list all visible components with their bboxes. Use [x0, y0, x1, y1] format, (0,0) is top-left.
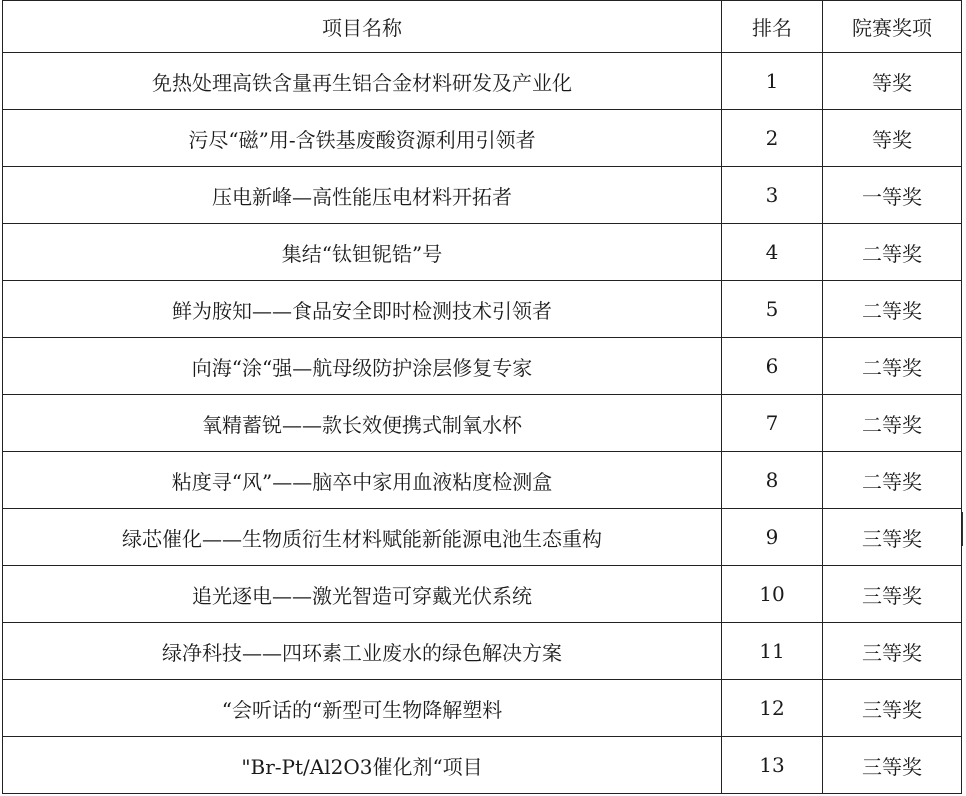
header-row [3, 1, 962, 53]
award-cell: 三等奖 [823, 680, 962, 737]
rank-cell: 4 [722, 224, 823, 281]
rank-cell: 3 [722, 167, 823, 224]
table-row [3, 452, 962, 509]
award-cell: 一等奖 [823, 167, 962, 224]
award-cell: 二等奖 [823, 224, 962, 281]
project-name-cell: 绿芯催化——生物质衍生材料赋能新能源电池生态重构 [3, 509, 722, 566]
rank-cell: 6 [722, 338, 823, 395]
table-row [3, 509, 962, 566]
project-name-cell: "Br-Pt/Al2O3催化剂“项目 [3, 737, 722, 794]
table-row [3, 737, 962, 794]
awards-table [2, 0, 962, 794]
header-award: 院赛奖项 [823, 1, 962, 53]
award-cell: 二等奖 [823, 281, 962, 338]
table-row [3, 338, 962, 395]
project-name-cell: 向海“涂“强—航母级防护涂层修复专家 [3, 338, 722, 395]
award-cell: 三等奖 [823, 566, 962, 623]
project-name-cell: “会听话的“新型可生物降解塑料 [3, 680, 722, 737]
rank-cell: 9 [722, 509, 823, 566]
rank-cell: 2 [722, 110, 823, 167]
project-name-cell: 集结“钛钽铌锆”号 [3, 224, 722, 281]
rank-cell: 11 [722, 623, 823, 680]
project-name-cell: 污尽“磁”用-含铁基废酸资源利用引领者 [3, 110, 722, 167]
rank-cell: 12 [722, 680, 823, 737]
rank-cell: 7 [722, 395, 823, 452]
award-cell: 二等奖 [823, 338, 962, 395]
project-name-cell: 鲜为胺知——食品安全即时检测技术引领者 [3, 281, 722, 338]
header-project-name: 项目名称 [3, 1, 722, 53]
award-cell: 二等奖 [823, 395, 962, 452]
award-cell: 三等奖 [823, 623, 962, 680]
header-rank: 排名 [722, 1, 823, 53]
project-name-cell: 压电新峰—高性能压电材料开拓者 [3, 167, 722, 224]
award-cell: 三等奖 [823, 737, 962, 794]
rank-cell: 1 [722, 53, 823, 110]
table-row [3, 623, 962, 680]
project-name-cell: 免热处理高铁含量再生铝合金材料研发及产业化 [3, 53, 722, 110]
rank-cell: 5 [722, 281, 823, 338]
table-row [3, 281, 962, 338]
table-row [3, 224, 962, 281]
table-row [3, 110, 962, 167]
table-row [3, 53, 962, 110]
edge-marker [962, 512, 963, 546]
rank-cell: 10 [722, 566, 823, 623]
award-cell: 三等奖 [823, 509, 962, 566]
award-cell: 等奖 [823, 110, 962, 167]
award-cell: 二等奖 [823, 452, 962, 509]
table-row [3, 566, 962, 623]
table-row [3, 680, 962, 737]
project-name-cell: 氧精蓄锐——款长效便携式制氧水杯 [3, 395, 722, 452]
project-name-cell: 追光逐电——激光智造可穿戴光伏系统 [3, 566, 722, 623]
project-name-cell: 粘度寻“风”——脑卒中家用血液粘度检测盒 [3, 452, 722, 509]
award-cell: 等奖 [823, 53, 962, 110]
table-row [3, 167, 962, 224]
rank-cell: 13 [722, 737, 823, 794]
project-name-cell: 绿净科技——四环素工业废水的绿色解决方案 [3, 623, 722, 680]
rank-cell: 8 [722, 452, 823, 509]
table-row [3, 395, 962, 452]
